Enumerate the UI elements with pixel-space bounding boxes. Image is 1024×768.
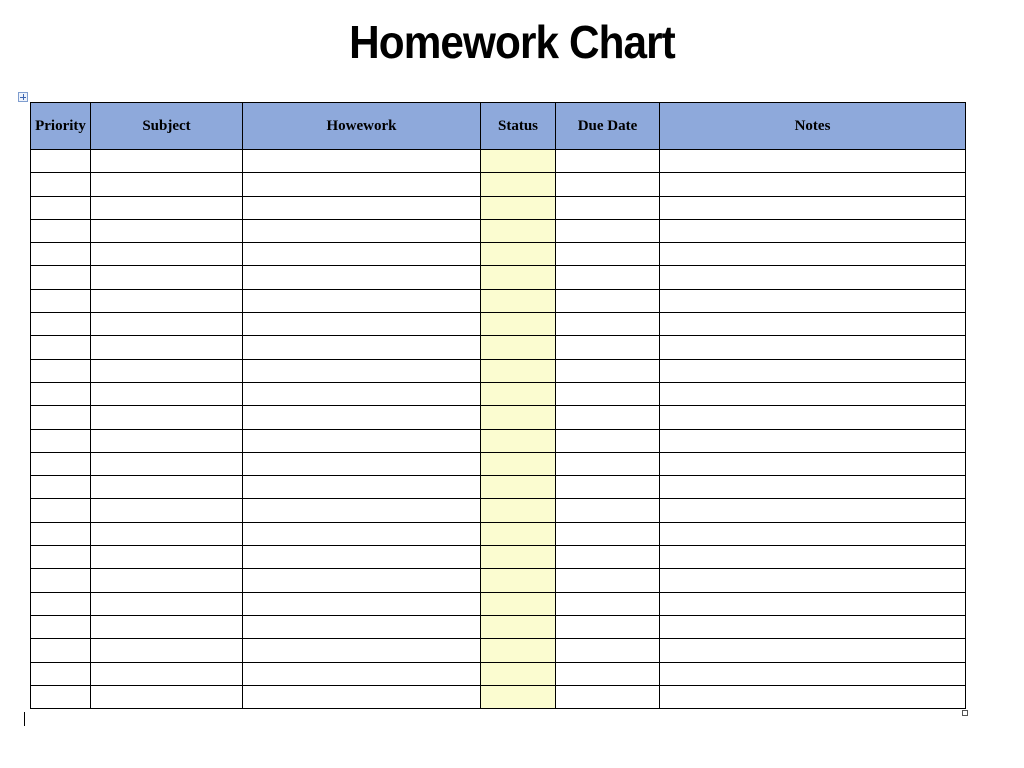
subject-cell[interactable] bbox=[91, 592, 243, 615]
table-row bbox=[31, 615, 966, 638]
notes-cell[interactable] bbox=[660, 150, 966, 173]
priority-cell[interactable] bbox=[31, 546, 91, 569]
priority-cell[interactable] bbox=[31, 429, 91, 452]
header-due-date: Due Date bbox=[556, 103, 660, 150]
table-row bbox=[31, 289, 966, 312]
homework-cell[interactable] bbox=[243, 406, 481, 429]
priority-cell[interactable] bbox=[31, 685, 91, 708]
subject-cell[interactable] bbox=[91, 266, 243, 289]
subject-cell[interactable] bbox=[91, 615, 243, 638]
subject-cell[interactable] bbox=[91, 219, 243, 242]
notes-cell[interactable] bbox=[660, 243, 966, 266]
table-header-row bbox=[31, 103, 966, 150]
priority-cell[interactable] bbox=[31, 336, 91, 359]
homework-cell[interactable] bbox=[243, 615, 481, 638]
subject-cell[interactable] bbox=[91, 499, 243, 522]
status-cell[interactable] bbox=[481, 219, 556, 242]
subject-cell[interactable] bbox=[91, 476, 243, 499]
priority-cell[interactable] bbox=[31, 452, 91, 475]
table-row bbox=[31, 522, 966, 545]
status-cell[interactable] bbox=[481, 382, 556, 405]
subject-cell[interactable] bbox=[91, 685, 243, 708]
due-date-cell[interactable] bbox=[556, 476, 660, 499]
subject-cell[interactable] bbox=[91, 662, 243, 685]
status-cell[interactable] bbox=[481, 336, 556, 359]
priority-cell[interactable] bbox=[31, 266, 91, 289]
table-row bbox=[31, 406, 966, 429]
subject-cell[interactable] bbox=[91, 289, 243, 312]
due-date-cell[interactable] bbox=[556, 615, 660, 638]
priority-cell[interactable] bbox=[31, 592, 91, 615]
status-cell[interactable] bbox=[481, 243, 556, 266]
homework-cell[interactable] bbox=[243, 243, 481, 266]
table-row bbox=[31, 219, 966, 242]
priority-cell[interactable] bbox=[31, 522, 91, 545]
subject-cell[interactable] bbox=[91, 150, 243, 173]
priority-cell[interactable] bbox=[31, 219, 91, 242]
subject-cell[interactable] bbox=[91, 336, 243, 359]
notes-cell[interactable] bbox=[660, 592, 966, 615]
table-row bbox=[31, 429, 966, 452]
priority-cell[interactable] bbox=[31, 196, 91, 219]
notes-cell[interactable] bbox=[660, 452, 966, 475]
homework-cell[interactable] bbox=[243, 150, 481, 173]
due-date-cell[interactable] bbox=[556, 266, 660, 289]
notes-cell[interactable] bbox=[660, 289, 966, 312]
due-date-cell[interactable] bbox=[556, 499, 660, 522]
due-date-cell[interactable] bbox=[556, 359, 660, 382]
notes-cell[interactable] bbox=[660, 662, 966, 685]
due-date-cell[interactable] bbox=[556, 662, 660, 685]
priority-cell[interactable] bbox=[31, 476, 91, 499]
due-date-cell[interactable] bbox=[556, 569, 660, 592]
due-date-cell[interactable] bbox=[556, 406, 660, 429]
homework-cell[interactable] bbox=[243, 336, 481, 359]
header-priority: Priority bbox=[31, 103, 91, 150]
subject-cell[interactable] bbox=[91, 429, 243, 452]
table-row bbox=[31, 662, 966, 685]
status-cell[interactable] bbox=[481, 615, 556, 638]
priority-cell[interactable] bbox=[31, 173, 91, 196]
priority-cell[interactable] bbox=[31, 639, 91, 662]
status-cell[interactable] bbox=[481, 662, 556, 685]
due-date-cell[interactable] bbox=[556, 639, 660, 662]
table-row bbox=[31, 592, 966, 615]
header-notes: Notes bbox=[660, 103, 966, 150]
status-cell[interactable] bbox=[481, 359, 556, 382]
priority-cell[interactable] bbox=[31, 499, 91, 522]
homework-cell[interactable] bbox=[243, 662, 481, 685]
table-row bbox=[31, 313, 966, 336]
homework-cell[interactable] bbox=[243, 359, 481, 382]
priority-cell[interactable] bbox=[31, 615, 91, 638]
table-row bbox=[31, 499, 966, 522]
text-cursor bbox=[24, 712, 25, 726]
notes-cell[interactable] bbox=[660, 219, 966, 242]
due-date-cell[interactable] bbox=[556, 336, 660, 359]
status-cell[interactable] bbox=[481, 173, 556, 196]
due-date-cell[interactable] bbox=[556, 313, 660, 336]
table-row bbox=[31, 685, 966, 708]
table-row bbox=[31, 546, 966, 569]
notes-cell[interactable] bbox=[660, 359, 966, 382]
priority-cell[interactable] bbox=[31, 243, 91, 266]
status-cell[interactable] bbox=[481, 499, 556, 522]
due-date-cell[interactable] bbox=[556, 196, 660, 219]
status-cell[interactable] bbox=[481, 452, 556, 475]
status-cell[interactable] bbox=[481, 569, 556, 592]
notes-cell[interactable] bbox=[660, 639, 966, 662]
notes-cell[interactable] bbox=[660, 382, 966, 405]
due-date-cell[interactable] bbox=[556, 382, 660, 405]
table-row bbox=[31, 569, 966, 592]
status-cell[interactable] bbox=[481, 196, 556, 219]
homework-cell[interactable] bbox=[243, 569, 481, 592]
homework-cell[interactable] bbox=[243, 499, 481, 522]
status-cell[interactable] bbox=[481, 406, 556, 429]
notes-cell[interactable] bbox=[660, 196, 966, 219]
homework-cell[interactable] bbox=[243, 592, 481, 615]
priority-cell[interactable] bbox=[31, 662, 91, 685]
homework-cell[interactable] bbox=[243, 685, 481, 708]
subject-cell[interactable] bbox=[91, 382, 243, 405]
subject-cell[interactable] bbox=[91, 313, 243, 336]
subject-cell[interactable] bbox=[91, 546, 243, 569]
due-date-cell[interactable] bbox=[556, 592, 660, 615]
priority-cell[interactable] bbox=[31, 569, 91, 592]
table-body bbox=[31, 150, 966, 709]
notes-cell[interactable] bbox=[660, 313, 966, 336]
subject-cell[interactable] bbox=[91, 406, 243, 429]
homework-cell[interactable] bbox=[243, 452, 481, 475]
status-cell[interactable] bbox=[481, 429, 556, 452]
table-row bbox=[31, 639, 966, 662]
subject-cell[interactable] bbox=[91, 569, 243, 592]
notes-cell[interactable] bbox=[660, 685, 966, 708]
homework-cell[interactable] bbox=[243, 522, 481, 545]
status-cell[interactable] bbox=[481, 592, 556, 615]
status-cell[interactable] bbox=[481, 546, 556, 569]
priority-cell[interactable] bbox=[31, 406, 91, 429]
due-date-cell[interactable] bbox=[556, 219, 660, 242]
priority-cell[interactable] bbox=[31, 150, 91, 173]
notes-cell[interactable] bbox=[660, 173, 966, 196]
notes-cell[interactable] bbox=[660, 546, 966, 569]
table-row bbox=[31, 196, 966, 219]
subject-cell[interactable] bbox=[91, 196, 243, 219]
header-homework: Howework bbox=[243, 103, 481, 150]
table-move-handle-icon[interactable] bbox=[18, 92, 28, 102]
homework-cell[interactable] bbox=[243, 289, 481, 312]
table-row bbox=[31, 382, 966, 405]
due-date-cell[interactable] bbox=[556, 289, 660, 312]
subject-cell[interactable] bbox=[91, 243, 243, 266]
status-cell[interactable] bbox=[481, 313, 556, 336]
homework-cell[interactable] bbox=[243, 219, 481, 242]
page-title: Homework Chart bbox=[349, 16, 675, 68]
subject-cell[interactable] bbox=[91, 639, 243, 662]
homework-cell[interactable] bbox=[243, 429, 481, 452]
due-date-cell[interactable] bbox=[556, 452, 660, 475]
homework-table bbox=[30, 102, 966, 709]
notes-cell[interactable] bbox=[660, 476, 966, 499]
homework-cell[interactable] bbox=[243, 639, 481, 662]
due-date-cell[interactable] bbox=[556, 546, 660, 569]
homework-cell[interactable] bbox=[243, 546, 481, 569]
notes-cell[interactable] bbox=[660, 336, 966, 359]
priority-cell[interactable] bbox=[31, 359, 91, 382]
status-cell[interactable] bbox=[481, 639, 556, 662]
table-row bbox=[31, 243, 966, 266]
notes-cell[interactable] bbox=[660, 499, 966, 522]
subject-cell[interactable] bbox=[91, 359, 243, 382]
due-date-cell[interactable] bbox=[556, 173, 660, 196]
homework-cell[interactable] bbox=[243, 476, 481, 499]
table-row bbox=[31, 359, 966, 382]
status-cell[interactable] bbox=[481, 685, 556, 708]
homework-cell[interactable] bbox=[243, 173, 481, 196]
notes-cell[interactable] bbox=[660, 429, 966, 452]
table-row bbox=[31, 476, 966, 499]
due-date-cell[interactable] bbox=[556, 522, 660, 545]
header-status: Status bbox=[481, 103, 556, 150]
notes-cell[interactable] bbox=[660, 615, 966, 638]
table-row bbox=[31, 266, 966, 289]
table-row bbox=[31, 173, 966, 196]
subject-cell[interactable] bbox=[91, 452, 243, 475]
homework-cell[interactable] bbox=[243, 196, 481, 219]
notes-cell[interactable] bbox=[660, 406, 966, 429]
homework-cell[interactable] bbox=[243, 266, 481, 289]
status-cell[interactable] bbox=[481, 289, 556, 312]
homework-cell[interactable] bbox=[243, 382, 481, 405]
priority-cell[interactable] bbox=[31, 313, 91, 336]
notes-cell[interactable] bbox=[660, 522, 966, 545]
priority-cell[interactable] bbox=[31, 289, 91, 312]
header-subject: Subject bbox=[91, 103, 243, 150]
priority-cell[interactable] bbox=[31, 382, 91, 405]
status-cell[interactable] bbox=[481, 150, 556, 173]
due-date-cell[interactable] bbox=[556, 685, 660, 708]
table-row bbox=[31, 452, 966, 475]
notes-cell[interactable] bbox=[660, 266, 966, 289]
due-date-cell[interactable] bbox=[556, 243, 660, 266]
subject-cell[interactable] bbox=[91, 173, 243, 196]
subject-cell[interactable] bbox=[91, 522, 243, 545]
due-date-cell[interactable] bbox=[556, 429, 660, 452]
due-date-cell[interactable] bbox=[556, 150, 660, 173]
homework-cell[interactable] bbox=[243, 313, 481, 336]
table-row bbox=[31, 336, 966, 359]
table-row bbox=[31, 150, 966, 173]
status-cell[interactable] bbox=[481, 266, 556, 289]
status-cell[interactable] bbox=[481, 522, 556, 545]
status-cell[interactable] bbox=[481, 476, 556, 499]
table-resize-handle[interactable] bbox=[962, 710, 968, 716]
notes-cell[interactable] bbox=[660, 569, 966, 592]
